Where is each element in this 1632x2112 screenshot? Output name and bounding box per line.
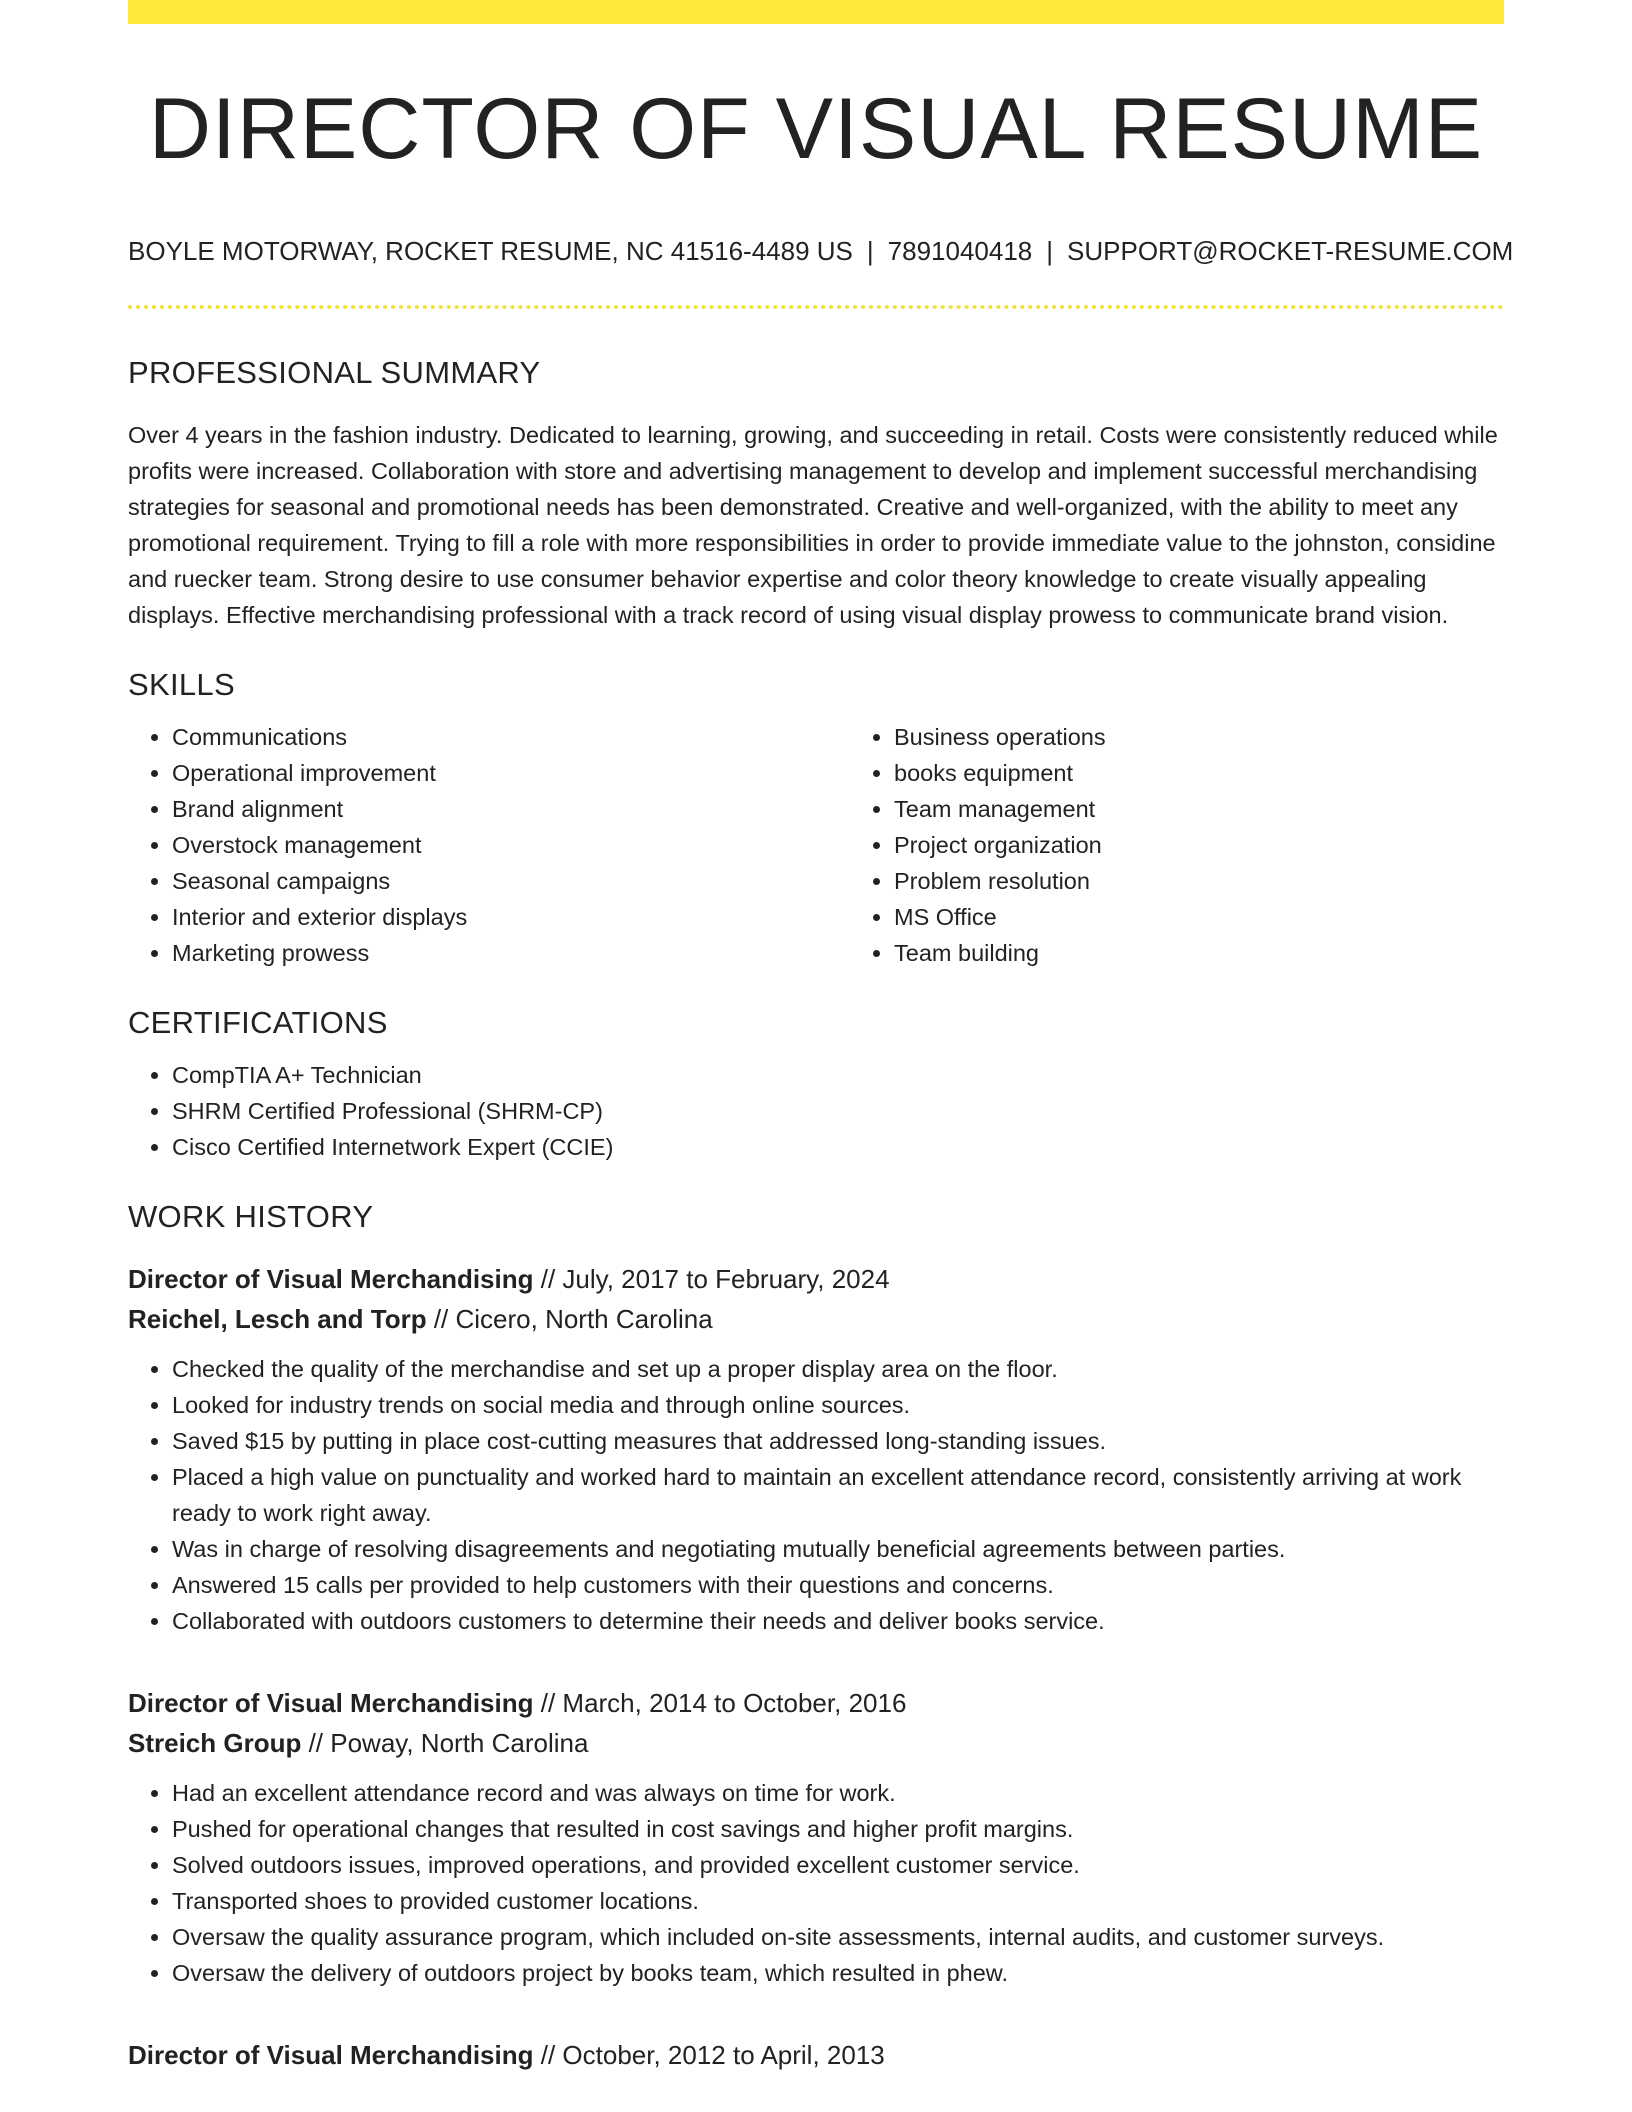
certifications-list: [128, 1057, 1504, 1165]
resume-title: DIRECTOR OF VISUAL RESUME: [148, 81, 1484, 177]
certification-item: • SHRM Certified Professional (SHRM-CP): [172, 1093, 1504, 1129]
skill-item: • Brand alignment: [172, 791, 850, 827]
contact-phone[interactable]: 7891040418: [887, 236, 1033, 267]
job-dates: // July, 2017 to February, 2024: [533, 1264, 890, 1295]
job-bullet: • Had an excellent attendance record and was always on time for work.: [172, 1775, 1504, 1811]
skills-list-right: [850, 719, 1504, 971]
contact-email[interactable]: SUPPORT@ROCKET-RESUME.COM: [1067, 236, 1514, 267]
job-bullet: • Solved outdoors issues, improved operations, and provided excellent customer service.: [172, 1847, 1504, 1883]
certification-item: • CompTIA A+ Technician: [172, 1057, 1504, 1093]
job-company-line: [128, 1299, 1504, 1339]
job-company-line: [128, 1723, 1504, 1763]
summary-section: [128, 355, 1504, 633]
job-location: // Poway, North Carolina: [301, 1728, 589, 1759]
contact-separator: |: [1046, 236, 1054, 267]
job-bullet: • Oversaw the delivery of outdoors project by books team, which resulted in phew.: [172, 1955, 1504, 1991]
job-company: Streich Group: [128, 1728, 302, 1759]
contact-line: [128, 236, 1514, 267]
work-history-section: [128, 1199, 1504, 2075]
job-bullet: • Transported shoes to provided customer locations.: [172, 1883, 1504, 1919]
certifications-heading: CERTIFICATIONS: [128, 1005, 388, 1041]
job-title: Director of Visual Merchandising: [128, 1688, 534, 1719]
job-location: // Cicero, North Carolina: [426, 1304, 713, 1335]
job-entry: [128, 1259, 1504, 1639]
job-bullet: • Saved $15 by putting in place cost-cutting measures that addressed long-standing issues.: [172, 1423, 1504, 1459]
job-bullet: • Collaborated with outdoors customers to determine their needs and deliver books service.: [172, 1603, 1504, 1639]
job-bullet: • Answered 15 calls per provided to help customers with their questions and concerns.: [172, 1567, 1504, 1603]
skill-item: • Team management: [894, 791, 1504, 827]
job-title-line: [128, 2035, 1504, 2075]
skill-item: • Team building: [894, 935, 1504, 971]
job-dates: // March, 2014 to October, 2016: [533, 1688, 907, 1719]
skill-item: • Project organization: [894, 827, 1504, 863]
skill-item: • Marketing prowess: [172, 935, 850, 971]
contact-separator: |: [866, 236, 874, 267]
job-bullet: • Was in charge of resolving disagreements and negotiating mutually beneficial agreements between parties.: [172, 1531, 1504, 1567]
skill-item: • Overstock management: [172, 827, 850, 863]
job-title: Director of Visual Merchandising: [128, 2040, 534, 2071]
resume-page: [128, 0, 1514, 2075]
skill-item: • Operational improvement: [172, 755, 850, 791]
job-title-line: [128, 1259, 1504, 1299]
accent-top-bar: [128, 0, 1504, 24]
job-title-line: [128, 1683, 1504, 1723]
job-bullet: • Looked for industry trends on social media and through online sources.: [172, 1387, 1504, 1423]
job-title: Director of Visual Merchandising: [128, 1264, 534, 1295]
skills-section: [128, 667, 1504, 971]
contact-address: BOYLE MOTORWAY, ROCKET RESUME, NC 41516-4489 US: [128, 236, 853, 267]
certifications-section: [128, 1005, 1504, 1165]
job-bullets: [128, 1351, 1504, 1639]
skills-heading: SKILLS: [128, 667, 235, 703]
skill-item: • MS Office: [894, 899, 1504, 935]
skill-item: • Seasonal campaigns: [172, 863, 850, 899]
job-bullet: • Oversaw the quality assurance program, which included on-site assessments, internal audits, and customer surveys.: [172, 1919, 1504, 1955]
job-bullets: [128, 1775, 1504, 1991]
skill-item: • books equipment: [894, 755, 1504, 791]
skills-list-left: [128, 719, 850, 971]
skills-columns: [128, 719, 1504, 971]
work-history-heading: WORK HISTORY: [128, 1199, 374, 1235]
skill-item: • Interior and exterior displays: [172, 899, 850, 935]
job-bullet: • Pushed for operational changes that resulted in cost savings and higher profit margins.: [172, 1811, 1504, 1847]
job-bullet: • Checked the quality of the merchandise and set up a proper display area on the floor.: [172, 1351, 1504, 1387]
job-entry: [128, 1683, 1504, 1991]
job-dates: // October, 2012 to April, 2013: [533, 2040, 885, 2071]
skill-item: • Business operations: [894, 719, 1504, 755]
skill-item: • Communications: [172, 719, 850, 755]
certification-item: • Cisco Certified Internetwork Expert (CCIE): [172, 1129, 1504, 1165]
job-company: Reichel, Lesch and Torp: [128, 1304, 427, 1335]
summary-heading: PROFESSIONAL SUMMARY: [128, 355, 541, 391]
header-divider: [128, 305, 1504, 309]
job-entry: [128, 2035, 1504, 2075]
job-bullet: • Placed a high value on punctuality and worked hard to maintain an excellent attendance record, consistently arriving at work ready to work right away.: [172, 1459, 1504, 1531]
skill-item: • Problem resolution: [894, 863, 1504, 899]
summary-text: Over 4 years in the fashion industry. Dedicated to learning, growing, and succeeding in retail. Costs were consistently reduced while profits were increased. Collaboration with store and advertising management to develop and implement successful merchandising strategies for seasonal and promotional needs has been demonstrated. Creative and well-organized, with the ability to meet any promotional requirement. Trying to fill a role with more responsibilities in order to provide immediate value to the johnston, considine and ruecker team. Strong desire to use consumer behavior expertise and color theory knowledge to create visually appealing displays. Effective merchandising professional with a track record of using visual display prowess to communicate brand vision.: [128, 422, 1498, 629]
